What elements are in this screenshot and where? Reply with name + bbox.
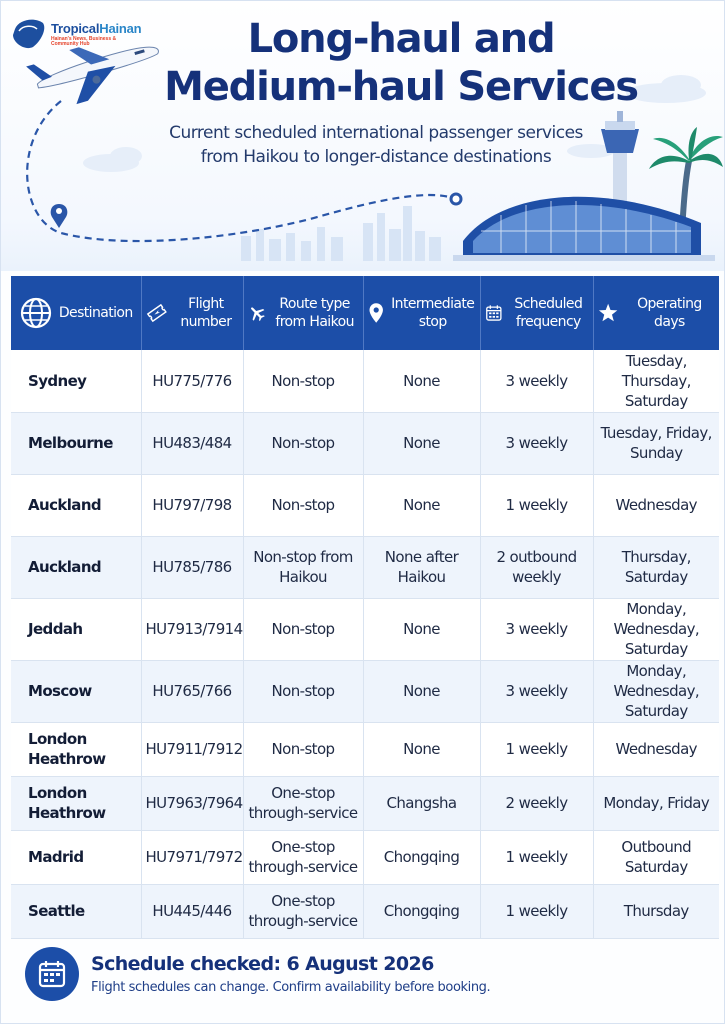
flight-number-cell: HU483/484 <box>141 412 243 474</box>
flight-number-cell: HU7971/7972 <box>141 830 243 884</box>
table-row <box>11 884 719 938</box>
operating-days-cell: Tuesday, Friday, Sunday <box>593 412 719 474</box>
frequency-cell: 2 weekly <box>480 776 593 830</box>
location-pin-icon <box>51 204 68 228</box>
intermediate-stop-cell: Changsha <box>363 776 480 830</box>
operating-days-cell: Thursday, Saturday <box>593 536 719 598</box>
flight-number-cell: HU765/766 <box>141 660 243 722</box>
column-header-frequency <box>480 276 593 350</box>
route-type-cell: Non-stop from Haikou <box>243 536 363 598</box>
flight-number-cell: HU7963/7964 <box>141 776 243 830</box>
operating-days-cell: Monday, Wednesday, Saturday <box>593 598 719 660</box>
table-body <box>11 350 719 938</box>
intermediate-stop-cell: Chongqing <box>363 830 480 884</box>
calendar-badge <box>25 947 79 1001</box>
table-row <box>11 598 719 660</box>
schedule-table-container <box>11 276 719 939</box>
brand-name-part1: Tropical <box>51 21 100 36</box>
operating-days-cell: Monday, Friday <box>593 776 719 830</box>
destination-cell: Sydney <box>11 350 141 412</box>
column-header-intermediate-stop <box>363 276 480 350</box>
destination-cell: Auckland <box>11 536 141 598</box>
footer <box>11 939 719 1015</box>
route-type-cell: One-stop through-service <box>243 884 363 938</box>
page-title: Long-haul and Medium-haul Services <box>164 16 638 110</box>
route-type-cell: Non-stop <box>243 474 363 536</box>
operating-days-cell: Outbound Saturday <box>593 830 719 884</box>
flight-number-cell: HU785/786 <box>141 536 243 598</box>
intermediate-stop-cell: None <box>363 350 480 412</box>
intermediate-stop-cell: None <box>363 722 480 776</box>
operating-days-cell: Tuesday, Thursday, Saturday <box>593 350 719 412</box>
table-row <box>11 474 719 536</box>
schedule-table <box>11 276 719 939</box>
star-icon <box>598 302 618 324</box>
destination-cell: Auckland <box>11 474 141 536</box>
frequency-cell: 1 weekly <box>480 884 593 938</box>
table-header <box>11 276 719 350</box>
destination-cell: Seattle <box>11 884 141 938</box>
location-pin-icon <box>368 298 384 328</box>
table-row <box>11 536 719 598</box>
operating-days-cell: Thursday <box>593 884 719 938</box>
intermediate-stop-cell: Chongqing <box>363 884 480 938</box>
route-type-cell: Non-stop <box>243 660 363 722</box>
intermediate-stop-cell: None <box>363 412 480 474</box>
operating-days-cell: Monday, Wednesday, Saturday <box>593 660 719 722</box>
intermediate-stop-cell: None <box>363 474 480 536</box>
column-header-operating-days <box>593 276 719 350</box>
destination-cell: Jeddah <box>11 598 141 660</box>
table-row <box>11 660 719 722</box>
column-header-destination <box>11 276 141 350</box>
route-type-cell: Non-stop <box>243 412 363 474</box>
frequency-cell: 3 weekly <box>480 660 593 722</box>
frequency-cell: 3 weekly <box>480 412 593 474</box>
route-type-cell: Non-stop <box>243 350 363 412</box>
disclaimer-note: Flight schedules can change. Confirm availability before booking. <box>91 980 491 995</box>
column-header-label: Intermediate stop <box>391 296 475 330</box>
destination-cell: Madrid <box>11 830 141 884</box>
calendar-icon <box>485 298 503 328</box>
flight-number-cell: HU7913/7914 <box>141 598 243 660</box>
destination-dot-icon <box>451 194 461 204</box>
route-type-cell: One-stop through-service <box>243 776 363 830</box>
destination-cell: London Heathrow <box>11 722 141 776</box>
intermediate-stop-cell: None <box>363 598 480 660</box>
column-header-flight-number <box>141 276 243 350</box>
column-header-label: Destination <box>58 305 133 321</box>
header-banner <box>1 1 724 271</box>
flight-number-cell: HU775/776 <box>141 350 243 412</box>
globe-icon <box>19 296 53 330</box>
brand-logo[interactable] <box>11 15 171 55</box>
airport-terminal-icon <box>453 197 715 261</box>
operating-days-cell: Wednesday <box>593 722 719 776</box>
flight-number-cell: HU7911/7912 <box>141 722 243 776</box>
ticket-icon <box>146 298 168 328</box>
brand-name <box>51 21 141 36</box>
column-header-label: Flight number <box>180 296 232 330</box>
destination-cell: Melbourne <box>11 412 141 474</box>
page-subtitle: Current scheduled international passenger services from Haikou to longer-distance destinations <box>169 123 583 167</box>
frequency-cell: 1 weekly <box>480 474 593 536</box>
operating-days-cell: Wednesday <box>593 474 719 536</box>
table-row <box>11 350 719 412</box>
frequency-cell: 1 weekly <box>480 830 593 884</box>
flight-number-cell: HU445/446 <box>141 884 243 938</box>
table-row <box>11 776 719 830</box>
table-row <box>11 412 719 474</box>
frequency-cell: 3 weekly <box>480 350 593 412</box>
calendar-icon <box>37 959 67 989</box>
intermediate-stop-cell: None after Haikou <box>363 536 480 598</box>
schedule-checked-date: Schedule checked: 6 August 2026 <box>91 953 434 975</box>
column-header-label: Operating days <box>637 296 702 330</box>
column-header-label: Route type from Haikou <box>275 296 354 330</box>
table-row <box>11 830 719 884</box>
brand-name-part2: Hainan <box>99 21 142 36</box>
table-row <box>11 722 719 776</box>
destination-cell: London Heathrow <box>11 776 141 830</box>
airplane-icon <box>248 298 265 328</box>
city-skyline-icon <box>241 206 441 261</box>
flight-number-cell: HU797/798 <box>141 474 243 536</box>
route-type-cell: One-stop through-service <box>243 830 363 884</box>
destination-cell: Moscow <box>11 660 141 722</box>
route-type-cell: Non-stop <box>243 598 363 660</box>
frequency-cell: 3 weekly <box>480 598 593 660</box>
hainan-map-icon <box>11 17 47 51</box>
route-type-cell: Non-stop <box>243 722 363 776</box>
frequency-cell: 2 outbound weekly <box>480 536 593 598</box>
frequency-cell: 1 weekly <box>480 722 593 776</box>
brand-tagline: Hainan's News, Business & Community Hub <box>51 36 117 47</box>
intermediate-stop-cell: None <box>363 660 480 722</box>
column-header-label: Scheduled frequency <box>514 296 583 330</box>
column-header-route-type <box>243 276 363 350</box>
